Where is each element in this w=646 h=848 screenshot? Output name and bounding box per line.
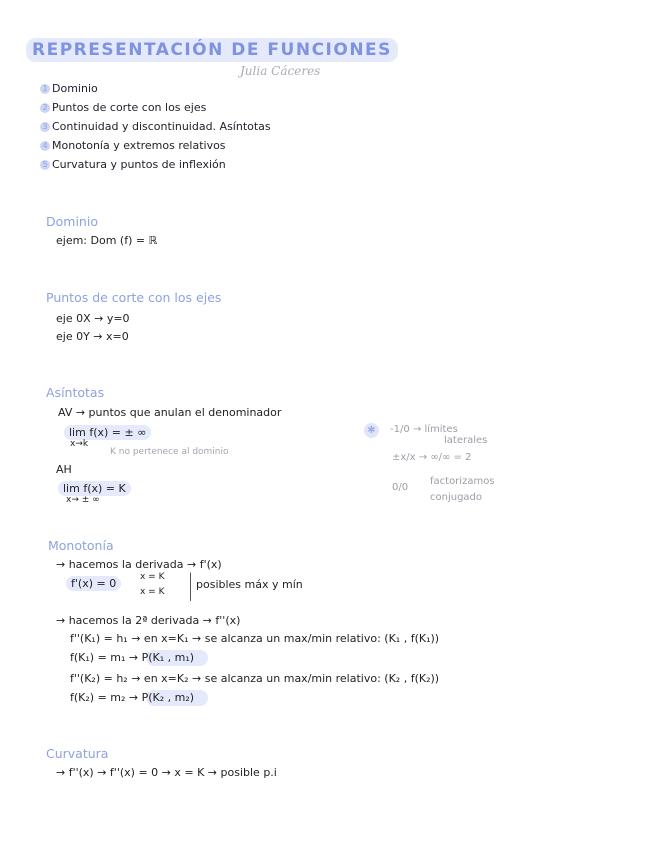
derivada-igual-cero: f'(x) = 0: [66, 576, 121, 591]
punto-k1: [70, 651, 194, 664]
index-label: Monotonía y extremos relativos: [52, 139, 226, 152]
list-item: [40, 137, 226, 155]
asintota-note: K no pertenece al dominio: [110, 447, 229, 457]
side-note-laterales: laterales: [444, 435, 488, 446]
asintota-vertical-limit: lim f(x) = ± ∞: [64, 425, 151, 440]
corte-eje-x: eje 0X → y=0: [56, 312, 130, 325]
index-label: Curvatura y puntos de inflexión: [52, 158, 226, 171]
side-note-infinito: ±x/x → ∞/∞ = 2: [392, 452, 472, 463]
corte-eje-y: eje 0Y → x=0: [56, 330, 129, 343]
section-heading-dominio: Dominio: [46, 214, 98, 229]
posibles-extremos: posibles máx y mín: [196, 578, 303, 591]
dominio-example: ejem: Dom (f) = ℝ: [56, 234, 158, 247]
asintota-horizontal-limit: lim f(x) = K: [58, 481, 131, 496]
index-label: Dominio: [52, 82, 98, 95]
segunda-derivada-k2: f''(K₂) = h₂ → en x=K₂ → se alcanza un max/min relativo: (K₂ , f(K₂)): [70, 672, 440, 685]
punto-k1-text: f(K₁) = m₁ → P(K₁ , m₁): [70, 651, 195, 664]
index-number: 3: [40, 122, 50, 132]
list-item: [40, 80, 98, 98]
side-note-limites: -1/0 → límites: [390, 424, 458, 435]
index-label: Puntos de corte con los ejes: [52, 101, 207, 114]
segunda-derivada-k1: f''(K₁) = h₁ → en x=K₁ → se alcanza un max/min relativo: (K₁ , f(K₁)): [70, 632, 440, 645]
punto-k2-text: f(K₂) = m₂ → P(K₂ , m₂): [70, 691, 195, 704]
raiz-k: x = K: [140, 587, 165, 597]
side-note-indeterminacion: 0/0: [392, 482, 409, 493]
index-number: 4: [40, 141, 50, 151]
monotonia-step-2: → hacemos la 2ª derivada → f''(x): [56, 614, 241, 627]
brace-divider: [186, 572, 191, 601]
side-note-factorizamos: factorizamos: [430, 476, 495, 487]
section-heading-monotonia: Monotonía: [48, 538, 114, 553]
section-heading-curvatura: Curvatura: [46, 746, 109, 761]
limit-subscript: x→ ± ∞: [66, 495, 100, 505]
section-heading-cortes: Puntos de corte con los ejes: [46, 290, 222, 305]
index-number: 1: [40, 84, 50, 94]
curvatura-line: → f''(x) → f''(x) = 0 → x = K → posible p.i: [56, 766, 277, 779]
asintota-vertical-def: AV → puntos que anulan el denominador: [58, 406, 282, 419]
star-icon: ✱: [364, 423, 379, 438]
index-number: 2: [40, 103, 50, 113]
index-label: Continuidad y discontinuidad. Asíntotas: [52, 120, 271, 133]
index-number: 5: [40, 160, 50, 170]
asintota-horizontal-label: AH: [56, 463, 72, 476]
author-name: Julia Cáceres: [240, 64, 321, 78]
limit-subscript: x→k: [70, 439, 89, 449]
punto-k2: [70, 691, 194, 704]
list-item: [40, 156, 226, 174]
monotonia-step-1: → hacemos la derivada → f'(x): [56, 558, 222, 571]
page-title: REPRESENTACIÓN DE FUNCIONES: [26, 38, 398, 62]
section-heading-asintotas: Asíntotas: [46, 385, 105, 400]
raiz-k: x = K: [140, 572, 165, 582]
list-item: [40, 118, 271, 136]
side-note-conjugado: conjugado: [430, 492, 483, 503]
list-item: [40, 99, 206, 117]
